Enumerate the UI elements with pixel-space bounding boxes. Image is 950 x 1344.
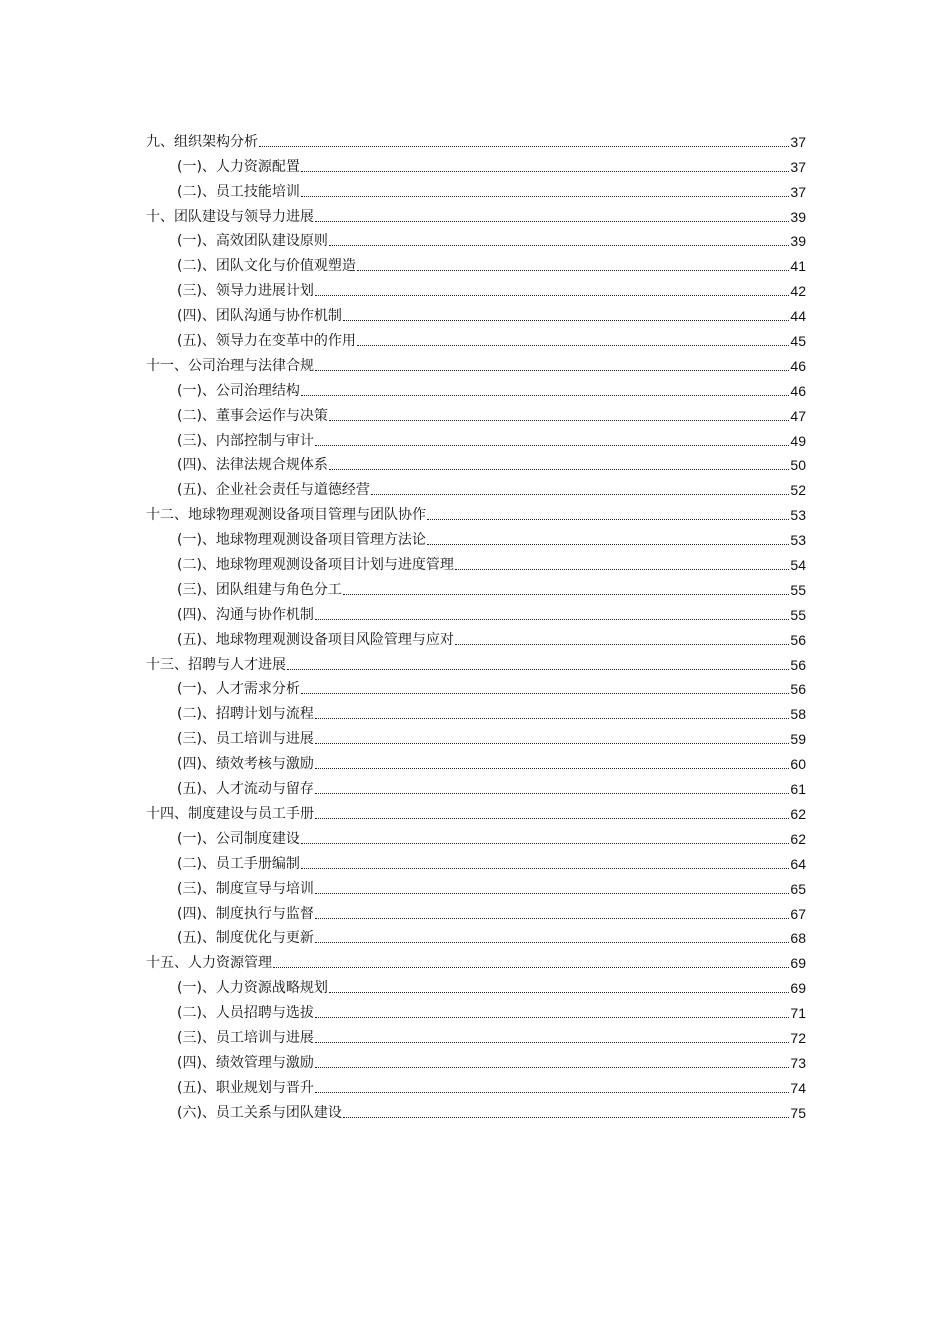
- toc-dot-leader: [301, 395, 789, 396]
- toc-dot-leader: [315, 718, 789, 719]
- toc-page-number: 60: [790, 756, 806, 773]
- toc-entry-title: (一)、高效团队建设原则: [177, 233, 328, 250]
- toc-section-entry[interactable]: [146, 748, 806, 773]
- toc-section-entry[interactable]: [146, 848, 806, 873]
- toc-dot-leader: [315, 221, 789, 222]
- toc-page-number: 69: [790, 955, 806, 972]
- table-of-contents: [146, 126, 806, 1122]
- toc-dot-leader: [455, 644, 789, 645]
- toc-entry-title: (三)、领导力进展计划: [177, 283, 314, 300]
- toc-section-entry[interactable]: [146, 773, 806, 798]
- toc-page-number: 74: [790, 1079, 806, 1096]
- toc-section-entry[interactable]: [146, 1022, 806, 1047]
- toc-entry-title: (三)、员工培训与进展: [177, 1029, 314, 1046]
- toc-section-entry[interactable]: [146, 325, 806, 350]
- toc-entry-title: (二)、人员招聘与选拔: [177, 1005, 314, 1022]
- toc-entry-title: (五)、人才流动与留存: [177, 781, 314, 798]
- toc-entry-title: (一)、人力资源配置: [177, 158, 300, 175]
- toc-dot-leader: [315, 743, 789, 744]
- toc-dot-leader: [315, 370, 789, 371]
- toc-page-number: 37: [790, 158, 806, 175]
- toc-dot-leader: [301, 693, 789, 694]
- toc-section-entry[interactable]: [146, 1047, 806, 1072]
- toc-dot-leader: [301, 843, 789, 844]
- toc-entry-title: (五)、制度优化与更新: [177, 930, 314, 947]
- toc-entry-title: (二)、员工手册编制: [177, 855, 300, 872]
- toc-section-entry[interactable]: [146, 176, 806, 201]
- toc-entry-title: (一)、公司制度建设: [177, 830, 300, 847]
- toc-section-entry[interactable]: [146, 226, 806, 251]
- toc-entry-title: 十四、制度建设与员工手册: [146, 805, 314, 822]
- toc-section-entry[interactable]: [146, 275, 806, 300]
- toc-dot-leader: [301, 196, 789, 197]
- toc-page-number: 53: [790, 507, 806, 524]
- toc-dot-leader: [315, 818, 789, 819]
- toc-entry-title: 十、团队建设与领导力进展: [146, 208, 314, 225]
- toc-entry-title: (四)、绩效管理与激励: [177, 1054, 314, 1071]
- toc-section-entry[interactable]: [146, 823, 806, 848]
- toc-section-entry[interactable]: [146, 450, 806, 475]
- toc-page-number: 55: [790, 581, 806, 598]
- toc-dot-leader: [259, 146, 789, 147]
- toc-section-entry[interactable]: [146, 997, 806, 1022]
- toc-entry-title: (四)、法律法规合规体系: [177, 457, 328, 474]
- toc-dot-leader: [371, 494, 789, 495]
- toc-entry-title: (一)、公司治理结构: [177, 382, 300, 399]
- toc-dot-leader: [343, 320, 789, 321]
- toc-entry-title: (二)、招聘计划与流程: [177, 706, 314, 723]
- toc-dot-leader: [315, 893, 789, 894]
- toc-entry-title: (一)、地球物理观测设备项目管理方法论: [177, 532, 426, 549]
- toc-page-number: 50: [790, 457, 806, 474]
- toc-entry-title: (六)、员工关系与团队建设: [177, 1104, 342, 1121]
- toc-chapter-entry[interactable]: [146, 201, 806, 226]
- toc-entry-title: (五)、企业社会责任与道德经营: [177, 482, 370, 499]
- toc-section-entry[interactable]: [146, 1097, 806, 1122]
- toc-page-number: 53: [790, 532, 806, 549]
- toc-entry-title: (四)、制度执行与监督: [177, 905, 314, 922]
- toc-entry-title: (五)、地球物理观测设备项目风险管理与应对: [177, 631, 454, 648]
- toc-section-entry[interactable]: [146, 674, 806, 699]
- toc-chapter-entry[interactable]: [146, 499, 806, 524]
- toc-entry-title: (一)、人力资源战略规划: [177, 980, 328, 997]
- toc-page-number: 65: [790, 880, 806, 897]
- toc-section-entry[interactable]: [146, 873, 806, 898]
- toc-dot-leader: [315, 1092, 789, 1093]
- toc-page-number: 62: [790, 830, 806, 847]
- toc-page-number: 54: [790, 557, 806, 574]
- toc-page-number: 71: [790, 1005, 806, 1022]
- toc-dot-leader: [329, 992, 789, 993]
- toc-section-entry[interactable]: [146, 624, 806, 649]
- toc-section-entry[interactable]: [146, 375, 806, 400]
- toc-page-number: 37: [790, 183, 806, 200]
- toc-page-number: 46: [790, 382, 806, 399]
- toc-section-entry[interactable]: [146, 923, 806, 948]
- toc-page-number: 59: [790, 731, 806, 748]
- toc-page-number: 61: [790, 781, 806, 798]
- toc-entry-title: (四)、团队沟通与协作机制: [177, 308, 342, 325]
- toc-section-entry[interactable]: [146, 698, 806, 723]
- toc-section-entry[interactable]: [146, 425, 806, 450]
- toc-section-entry[interactable]: [146, 250, 806, 275]
- toc-page-number: 56: [790, 631, 806, 648]
- toc-entry-title: (二)、地球物理观测设备项目计划与进度管理: [177, 557, 454, 574]
- toc-entry-title: (五)、职业规划与晋升: [177, 1079, 314, 1096]
- toc-dot-leader: [315, 619, 789, 620]
- toc-section-entry[interactable]: [146, 1072, 806, 1097]
- toc-page-number: 56: [790, 681, 806, 698]
- toc-page-number: 75: [790, 1104, 806, 1121]
- toc-page-number: 69: [790, 980, 806, 997]
- toc-page-number: 73: [790, 1054, 806, 1071]
- toc-page-number: 68: [790, 930, 806, 947]
- toc-page-number: 44: [790, 308, 806, 325]
- toc-page-number: 67: [790, 905, 806, 922]
- toc-entry-title: 十二、地球物理观测设备项目管理与团队协作: [146, 507, 426, 524]
- toc-page-number: 42: [790, 283, 806, 300]
- toc-dot-leader: [315, 1042, 789, 1043]
- toc-page-number: 46: [790, 357, 806, 374]
- toc-page-number: 47: [790, 407, 806, 424]
- toc-dot-leader: [427, 544, 789, 545]
- toc-chapter-entry[interactable]: [146, 649, 806, 674]
- toc-entry-title: (一)、人才需求分析: [177, 681, 300, 698]
- toc-dot-leader: [287, 669, 789, 670]
- toc-page-number: 72: [790, 1029, 806, 1046]
- toc-entry-title: 十三、招聘与人才进展: [146, 656, 286, 673]
- toc-section-entry[interactable]: [146, 400, 806, 425]
- toc-section-entry[interactable]: [146, 151, 806, 176]
- toc-entry-title: (四)、绩效考核与激励: [177, 756, 314, 773]
- toc-dot-leader: [329, 420, 789, 421]
- toc-dot-leader: [357, 270, 789, 271]
- toc-page-number: 45: [790, 333, 806, 350]
- toc-dot-leader: [343, 594, 789, 595]
- toc-entry-title: (五)、领导力在变革中的作用: [177, 333, 356, 350]
- toc-entry-title: (三)、员工培训与进展: [177, 731, 314, 748]
- toc-entry-title: (三)、制度宣导与培训: [177, 880, 314, 897]
- toc-chapter-entry[interactable]: [146, 798, 806, 823]
- toc-dot-leader: [301, 171, 789, 172]
- toc-dot-leader: [357, 345, 789, 346]
- toc-entry-title: (二)、员工技能培训: [177, 183, 300, 200]
- toc-dot-leader: [455, 569, 789, 570]
- toc-section-entry[interactable]: [146, 723, 806, 748]
- toc-dot-leader: [315, 445, 789, 446]
- toc-dot-leader: [315, 793, 789, 794]
- toc-page-number: 39: [790, 208, 806, 225]
- toc-dot-leader: [315, 295, 789, 296]
- toc-dot-leader: [315, 942, 789, 943]
- toc-section-entry[interactable]: [146, 574, 806, 599]
- toc-page-number: 49: [790, 432, 806, 449]
- toc-section-entry[interactable]: [146, 898, 806, 923]
- toc-page-number: 58: [790, 706, 806, 723]
- toc-chapter-entry[interactable]: [146, 126, 806, 151]
- toc-dot-leader: [315, 918, 789, 919]
- toc-section-entry[interactable]: [146, 599, 806, 624]
- toc-section-entry[interactable]: [146, 549, 806, 574]
- toc-page-number: 64: [790, 855, 806, 872]
- toc-chapter-entry[interactable]: [146, 947, 806, 972]
- toc-section-entry[interactable]: [146, 474, 806, 499]
- toc-dot-leader: [301, 868, 789, 869]
- toc-dot-leader: [315, 768, 789, 769]
- toc-page-number: 56: [790, 656, 806, 673]
- toc-section-entry[interactable]: [146, 524, 806, 549]
- toc-dot-leader: [427, 519, 789, 520]
- toc-page-number: 55: [790, 606, 806, 623]
- toc-dot-leader: [343, 1117, 789, 1118]
- toc-dot-leader: [273, 967, 789, 968]
- toc-entry-title: 九、组织架构分析: [146, 133, 258, 150]
- toc-chapter-entry[interactable]: [146, 350, 806, 375]
- toc-dot-leader: [315, 1067, 789, 1068]
- toc-entry-title: (三)、团队组建与角色分工: [177, 581, 342, 598]
- toc-page-number: 62: [790, 805, 806, 822]
- toc-page-number: 37: [790, 133, 806, 150]
- toc-dot-leader: [329, 469, 789, 470]
- toc-entry-title: (二)、团队文化与价值观塑造: [177, 258, 356, 275]
- toc-entry-title: 十五、人力资源管理: [146, 955, 272, 972]
- toc-page-number: 39: [790, 233, 806, 250]
- toc-entry-title: (三)、内部控制与审计: [177, 432, 314, 449]
- toc-entry-title: (二)、董事会运作与决策: [177, 407, 328, 424]
- toc-section-entry[interactable]: [146, 300, 806, 325]
- toc-page-number: 52: [790, 482, 806, 499]
- toc-dot-leader: [329, 245, 789, 246]
- toc-dot-leader: [315, 1017, 789, 1018]
- toc-page-number: 41: [790, 258, 806, 275]
- toc-entry-title: 十一、公司治理与法律合规: [146, 357, 314, 374]
- toc-section-entry[interactable]: [146, 972, 806, 997]
- toc-entry-title: (四)、沟通与协作机制: [177, 606, 314, 623]
